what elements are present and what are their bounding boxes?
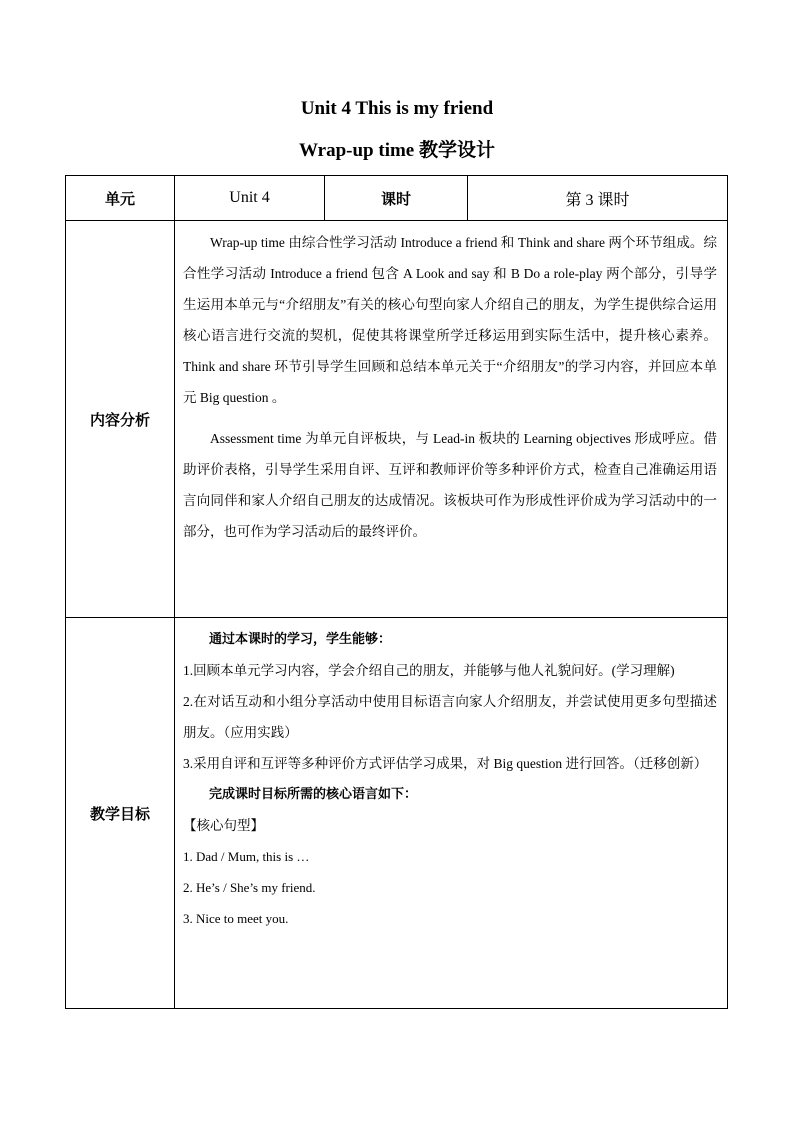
teaching-goals-row — [66, 618, 728, 1009]
period-label: 课时 — [325, 176, 468, 221]
header-row — [66, 176, 728, 221]
period-value: 第 3 课时 — [468, 176, 728, 221]
core-sentences-heading: 【核心句型】 — [183, 818, 264, 833]
lesson-plan-table — [65, 175, 728, 1009]
content-analysis-paragraph-2: Assessment time 为单元自评板块，与 Lead-in 板块的 Learning objectives 形成呼应。借助评价表格，引导学生采用自评、互评和教师评价等多种评价方式，检查自己准确运用语言向同伴和家人介绍自己朋友的达成情况。该板块可作为形成性评价成为学习活动中的一部分，也可作为学习活动后的最终评价。 — [183, 431, 717, 539]
goal-item: 3.采用自评和互评等多种评价方式评估学习成果，对 Big question 进行回答。（迁移创新） — [183, 756, 708, 771]
content-analysis-label: 内容分析 — [66, 221, 175, 618]
goal-item: 2.在对话互动和小组分享活动中使用目标语言向家人介绍朋友，并尝试使用更多句型描述朋友。（应用实践） — [183, 694, 717, 740]
core-sentence: 1. Dad / Mum, this is … — [183, 849, 310, 864]
core-sentence: 2. He’s / She’s my friend. — [183, 880, 316, 895]
document-title: Unit 4 This is my friend — [300, 98, 494, 119]
teaching-goals-label: 教学目标 — [66, 618, 175, 1009]
content-analysis-row — [66, 221, 728, 618]
goals-intro: 通过本课时的学习，学生能够： — [209, 632, 392, 647]
content-analysis-paragraph-1: Wrap-up time 由综合性学习活动 Introduce a friend 和 Think and share 两个环节组成。综合性学习活动 Introduce a friend 包含 A Look and say 和 B Do a role-play 两个部分，引导学生运用本单元与“介绍朋友”有关的核心句型向家人介绍自己的朋友，为学生提供综合运用核心语言进行交流的契机，促使其将课堂所学迁移运用到实际生活中，提升核心素养。Think and share 环节引导学生回顾和总结本单元关于“介绍朋友”的学习内容，并回应本单元 Big question 。 — [183, 235, 717, 405]
content-analysis-cell — [175, 221, 728, 618]
unit-label: 单元 — [66, 176, 175, 221]
teaching-goals-cell — [175, 618, 728, 1009]
core-sentence: 3. Nice to meet you. — [183, 911, 289, 926]
unit-value: Unit 4 — [175, 176, 325, 221]
core-language-intro: 完成课时目标所需的核心语言如下： — [209, 787, 418, 802]
document-subtitle: Wrap-up time 教学设计 — [299, 140, 495, 161]
goal-item: 1.回顾本单元学习内容，学会介绍自己的朋友，并能够与他人礼貌问好。(学习理解) — [183, 663, 675, 678]
